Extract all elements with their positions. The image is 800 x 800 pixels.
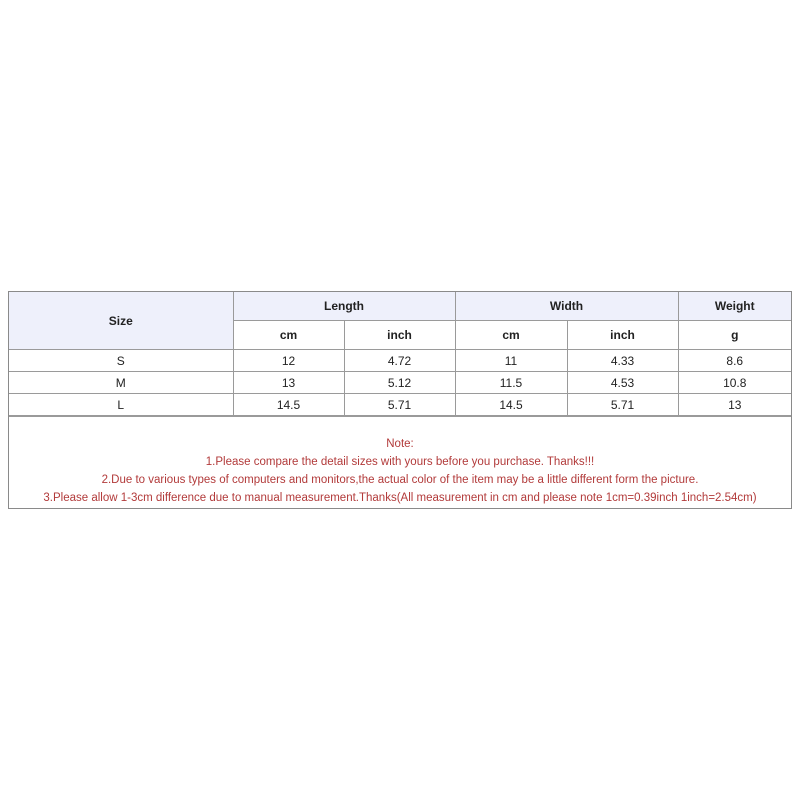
size-cell: M [9,372,233,394]
length-inch-cell: 5.12 [344,372,455,394]
length-cm-cell: 14.5 [233,394,344,416]
size-cell: L [9,394,233,416]
size-header: Size [9,292,233,350]
weight-g-cell: 10.8 [678,372,791,394]
table-header-row [9,292,791,321]
width-cm-unit: cm [455,321,567,350]
width-inch-cell: 4.33 [567,350,678,372]
length-cm-cell: 13 [233,372,344,394]
notes-section [9,416,791,508]
length-inch-unit: inch [344,321,455,350]
length-inch-cell: 4.72 [344,350,455,372]
table-row [9,394,791,416]
size-table [9,292,791,416]
length-header: Length [233,292,455,321]
note-line: 2.Due to various types of computers and monitors,the actual color of the item may be a little different form the picture. [101,474,699,486]
width-cm-cell: 14.5 [455,394,567,416]
length-cm-unit: cm [233,321,344,350]
width-inch-unit: inch [567,321,678,350]
length-cm-cell: 12 [233,350,344,372]
weight-g-unit: g [678,321,791,350]
weight-g-cell: 8.6 [678,350,791,372]
width-header: Width [455,292,678,321]
width-inch-cell: 4.53 [567,372,678,394]
size-chart [8,291,792,509]
length-inch-cell: 5.71 [344,394,455,416]
note-line: 1.Please compare the detail sizes with yours before you purchase. Thanks!!! [205,456,595,468]
weight-g-cell: 13 [678,394,791,416]
size-cell: S [9,350,233,372]
weight-header: Weight [678,292,791,321]
notes-title: Note: [386,438,414,450]
note-line: 3.Please allow 1-3cm difference due to manual measurement.Thanks(All measurement in cm and please note 1cm=0.39inch 1inch=2.54cm) [43,492,757,504]
width-cm-cell: 11 [455,350,567,372]
table-row [9,372,791,394]
table-row [9,350,791,372]
width-inch-cell: 5.71 [567,394,678,416]
width-cm-cell: 11.5 [455,372,567,394]
